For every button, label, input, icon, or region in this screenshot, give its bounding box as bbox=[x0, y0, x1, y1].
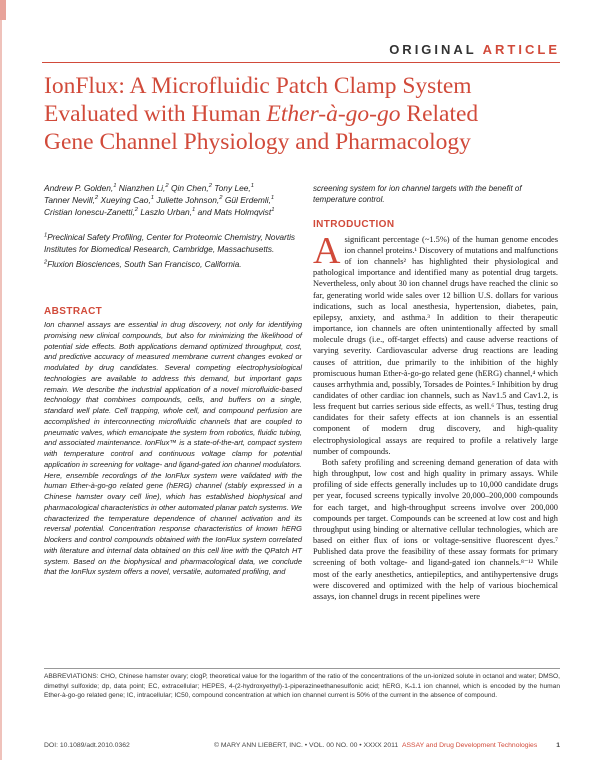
author-sup: 2 bbox=[165, 183, 169, 190]
page-number: 1 bbox=[556, 742, 560, 749]
affiliation-text: Fluxion Biosciences, South San Francisco, California. bbox=[47, 259, 242, 269]
title-line-3: Gene Channel Physiology and Pharmacology bbox=[44, 129, 471, 155]
author-sup: 2 bbox=[94, 195, 99, 201]
title-line-1: IonFlux: A Microfluidic Patch Clamp System bbox=[44, 73, 472, 99]
author-sup: 2 bbox=[208, 183, 212, 190]
affiliations bbox=[44, 232, 302, 270]
author-sup: 1 bbox=[270, 195, 275, 201]
publisher-info: © MARY ANN LIEBERT, INC. • VOL. 00 NO. 00 • XXXX 2011 bbox=[214, 742, 399, 749]
author-sup: 2 bbox=[134, 206, 139, 213]
author: Tony Lee, bbox=[211, 183, 251, 193]
left-column bbox=[44, 183, 302, 578]
abstract-heading: ABSTRACT bbox=[44, 306, 103, 317]
author-sup: 1 bbox=[150, 195, 155, 201]
abbreviations: ABBREVIATIONS: CHO, Chinese hamster ovary; clogP, theoretical value for the logarithm of the ratio of the concentrations of the un-ionized solute in octanol and water; DMSO, dimethyl sulfoxide; dp, data point; EC, extracellular; HEPES, 4-(2-hydroxyethyl)-1-piperazineethanesulfonic acid; hERG, Kₙ1.1 ion channel, which is encoded by the human Ether-à-go-go related gene; IC, intracellular; IC50, compound concentration at which ion channel current is 50% of the current in the absence of compound. bbox=[44, 673, 560, 700]
doi: DOI: 10.1089/adt.2010.0362 bbox=[44, 742, 130, 749]
author: Xueying Cao, bbox=[98, 194, 151, 205]
journal-name: ASSAY and Drug Development Technologies bbox=[401, 742, 538, 749]
author: Gül Erdemli, bbox=[222, 194, 271, 205]
author-sup: 1 bbox=[250, 183, 255, 190]
introduction-body bbox=[313, 229, 558, 602]
author: Tanner Nevill, bbox=[44, 194, 95, 205]
author: Nianzhen Li, bbox=[116, 183, 166, 193]
title-line-2 bbox=[44, 100, 564, 128]
title-line-2-prefix: Evaluated with Human bbox=[44, 101, 267, 127]
author: Qin Chen, bbox=[168, 183, 209, 193]
corner-accent bbox=[0, 0, 6, 20]
author-line-3 bbox=[44, 207, 302, 219]
article-title bbox=[44, 72, 564, 156]
intro-paragraph-1 bbox=[313, 229, 558, 457]
abbreviations-rule bbox=[44, 668, 560, 669]
title-line-2-suffix: Related bbox=[400, 101, 479, 127]
footer-publication bbox=[214, 742, 537, 749]
author: and Mats Holmqvist bbox=[195, 206, 272, 217]
right-column bbox=[313, 183, 558, 602]
header-rule bbox=[42, 62, 560, 63]
abstract-text: Ion channel assays are essential in drug discovery, not only for identifying promising new clinical compounds, but also for minimizing the likelihood of potential side effects. Both applications demand optimized throughput, cost, and predictive accuracy of measured membrane current changes evoked or modulated by drug candidates. Several competing electrophysiological technologies are available to address this demand, but important gaps remain. We describe the industrial application of a novel microfluidic-based technology that combines compounds, cells, and buffers on a single, standard well plate. Cell trapping, whole cell, and compound perfusion are accomplished in interconnecting microfluidic channels that are coupled to pneumatic valves, which emancipate the system from robotics, fluidic tubing, and associated maintenance. IonFlux™ is a state-of-the-art, compact system with temperature control and continuous voltage clamp for potential application in screening for voltage- and ligand-gated ion channel modulators. Here, ensemble recordings of the IonFlux system were validated with the human Ether-à-go-go related gene (hERG) channel (stably expressed in a Chinese hamster ovary cell line), which has established biophysical and pharmacological characteristics in other automated planar patch systems. We characterized the temperature dependence of channel activation and its reversal potential. Concentration response characteristics of known hERG blockers and control compounds obtained with the IonFlux system correlated with literature and internal data obtained on this cell line with the QPatch HT system. Based on the biophysical and pharmacological data, we conclude that the IonFlux system offers a novel, versatile, automated profiling, and bbox=[44, 320, 302, 577]
author: Laszlo Urban, bbox=[138, 206, 193, 217]
author-list bbox=[44, 183, 302, 218]
affiliation-2 bbox=[44, 259, 302, 270]
author-sup: 1 bbox=[271, 206, 275, 213]
affiliation-sup: 1 bbox=[44, 232, 48, 239]
affiliation-1 bbox=[44, 232, 302, 254]
affiliation-sup: 2 bbox=[44, 259, 48, 266]
title-line-2-italic: Ether-à-go-go bbox=[266, 101, 401, 127]
affiliation-text: Preclinical Safety Profiling, Center for Proteomic Chemistry, Novartis Institutes for Biomedical Research, Cambridge, Massachusetts. bbox=[44, 233, 296, 254]
author-sup: 1 bbox=[192, 206, 196, 213]
author: Juliette Johnson, bbox=[154, 194, 220, 205]
abstract-continued: screening system for ion channel targets with the benefit of temperature control. bbox=[313, 184, 522, 205]
author-line-1 bbox=[44, 183, 302, 195]
section-label-original: ORIGINAL bbox=[389, 42, 477, 57]
section-label bbox=[389, 42, 560, 57]
author: Andrew P. Golden, bbox=[44, 183, 114, 193]
introduction-heading: INTRODUCTION bbox=[313, 218, 395, 230]
drop-cap: A bbox=[313, 229, 341, 272]
margin-rule bbox=[0, 20, 2, 760]
section-label-article: ARTICLE bbox=[482, 42, 560, 57]
author-sup: 2 bbox=[219, 195, 223, 201]
author-sup: 1 bbox=[113, 183, 117, 190]
author-line-2 bbox=[44, 195, 302, 207]
intro-paragraph-2: Both safety profiling and screening demand generation of data with high throughput, low cost and high quality in primary assays. While profiling of side effects generally includes up to 10,000 candidate drugs per year, focused screens typically involve 20,000–200,000 compounds for each target, and high-throughput screens involve over 200,000 compounds per target. Compounds can be screened at low cost and high throughput using binding or alternative cellular technologies, which are based on either flux of ions or voltage-sensitive fluorescent dyes.⁷ Published data prove the feasibility of these assay formats for primary screening of both voltage- and ligand-gated ion channels.⁸⁻¹² While most of the early anesthetics, antiepileptics, and antihypertensive drugs were discovered and optimized with the help of various biochemical assays, ion channel drugs in recent pipelines were bbox=[313, 457, 558, 601]
author: Cristian Ionescu-Zanetti, bbox=[44, 206, 135, 217]
intro-paragraph-1-text: significant percentage (~1.5%) of the human genome encodes ion channel proteins.¹ Discovery of mutations and malfunctions of ion channels² has highlighted their physiological and pathological importance and identified many as potential drug targets. Nevertheless, only about 30 ion channel drugs have reached the clinic so far, generating world wide sales over 12 billion U.S. dollars for various indications, such as local anesthesia, hypertension, diabetes, pain, epilepsy, anxiety, and asthma.³ In addition to their therapeutic importance, ion channels are often unintentionally affected by small molecule drugs (i.e., off-target effects) and cause adverse reactions of varying severity. Cardiovascular adverse drug reactions are leading causes of attrition, due primarily to the inhibition of the highly promiscuous human Ether-à-go-go related gene (hERG) channel,⁴ which causes arrhythmia and, possibly, Torsades de Pointes.⁵ Inhibition by drug candidates of other cardiac ion channels, such as Nav1.5 and Cav1.2, is less frequent but carries serious side effects, as well.⁶ Thus, testing drug candidates for their safety effects at ion channels is an essential component of modern drug discovery, and high-quality electrophysiological assays are required to profile a relatively large number of compounds. bbox=[313, 234, 558, 456]
